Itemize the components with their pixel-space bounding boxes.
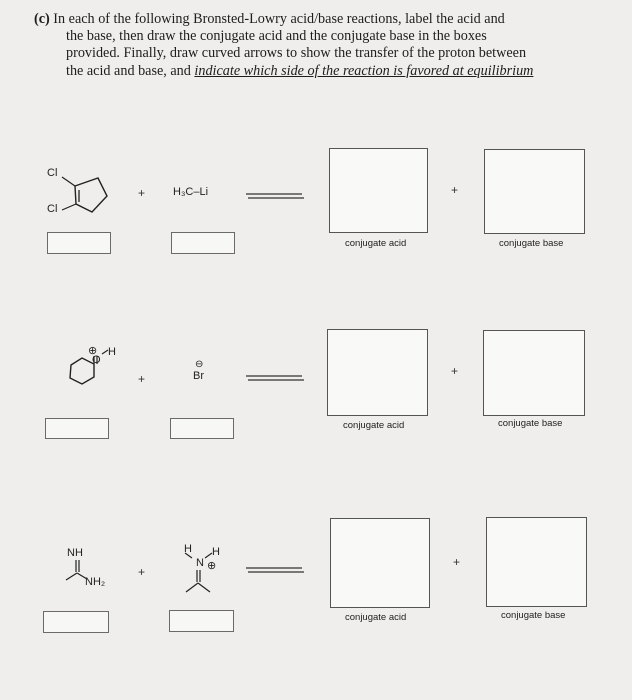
conjugate-base-label: conjugate base (501, 610, 566, 621)
chlorine-label-bottom: Cl (47, 203, 58, 215)
conjugate-acid-label: conjugate acid (343, 420, 405, 431)
acid-base-label-box-reactant1[interactable] (47, 232, 111, 254)
question-line-4: the acid and base, and indicate which side of the reaction is favored at equilibrium (66, 62, 534, 79)
plus-sign: + (451, 364, 459, 378)
plus-sign: + (138, 372, 146, 386)
oxonium-charge: ⊕ (88, 345, 98, 357)
plus-sign: + (138, 565, 146, 579)
conjugate-acid-box[interactable] (330, 518, 430, 608)
acid-base-label-box-reactant1[interactable] (45, 418, 109, 439)
methyllithium-formula: H₃C–Li (173, 186, 209, 198)
nitrogen-label: N (196, 557, 204, 569)
hydrogen-label-left: H (184, 543, 192, 555)
equilibrium-arrow (246, 566, 304, 576)
chlorine-label-top: Cl (47, 167, 58, 179)
iminium-charge: ⊕ (207, 560, 217, 572)
oxygen-label: O (92, 354, 101, 366)
plus-sign: + (138, 186, 146, 200)
question-text (34, 11, 594, 80)
conjugate-acid-label: conjugate acid (345, 612, 407, 623)
plus-sign: + (451, 183, 459, 197)
conjugate-base-box[interactable] (486, 517, 587, 607)
plus-sign: + (453, 555, 461, 569)
acid-base-label-box-reactant2[interactable] (170, 418, 234, 439)
hydrogen-label-right: H (212, 546, 220, 558)
hydrogen-label: H (108, 346, 116, 358)
bromide-formula: Br (193, 370, 204, 382)
question-line-3: provided. Finally, draw curved arrows to show the transfer of the proton between (66, 45, 527, 62)
equilibrium-instruction: indicate which side of the reaction is favored at equilibrium (194, 62, 534, 79)
acid-base-label-box-reactant2[interactable] (171, 232, 235, 254)
acid-base-label-box-reactant1[interactable] (43, 611, 109, 633)
conjugate-base-label: conjugate base (498, 418, 563, 429)
conjugate-base-label: conjugate base (499, 238, 564, 249)
question-line-1: (c) In each of the following Bronsted-Lowry acid/base reactions, label the acid and (34, 11, 505, 27)
bromide-charge: ⊖ (195, 359, 204, 370)
question-prefix: (c) (34, 11, 50, 27)
conjugate-acid-box[interactable] (327, 329, 428, 416)
equilibrium-arrow (246, 192, 304, 202)
acid-base-label-box-reactant2[interactable] (169, 610, 234, 632)
imine-nh-label: NH (67, 547, 83, 559)
equilibrium-arrow (246, 374, 304, 384)
conjugate-base-box[interactable] (483, 330, 585, 416)
question-line-2: the base, then draw the conjugate acid and the conjugate base in the boxes (66, 28, 487, 45)
conjugate-base-box[interactable] (484, 149, 585, 234)
conjugate-acid-label: conjugate acid (345, 238, 407, 249)
amine-nh2-label: NH₂ (85, 576, 106, 588)
conjugate-acid-box[interactable] (329, 148, 428, 233)
